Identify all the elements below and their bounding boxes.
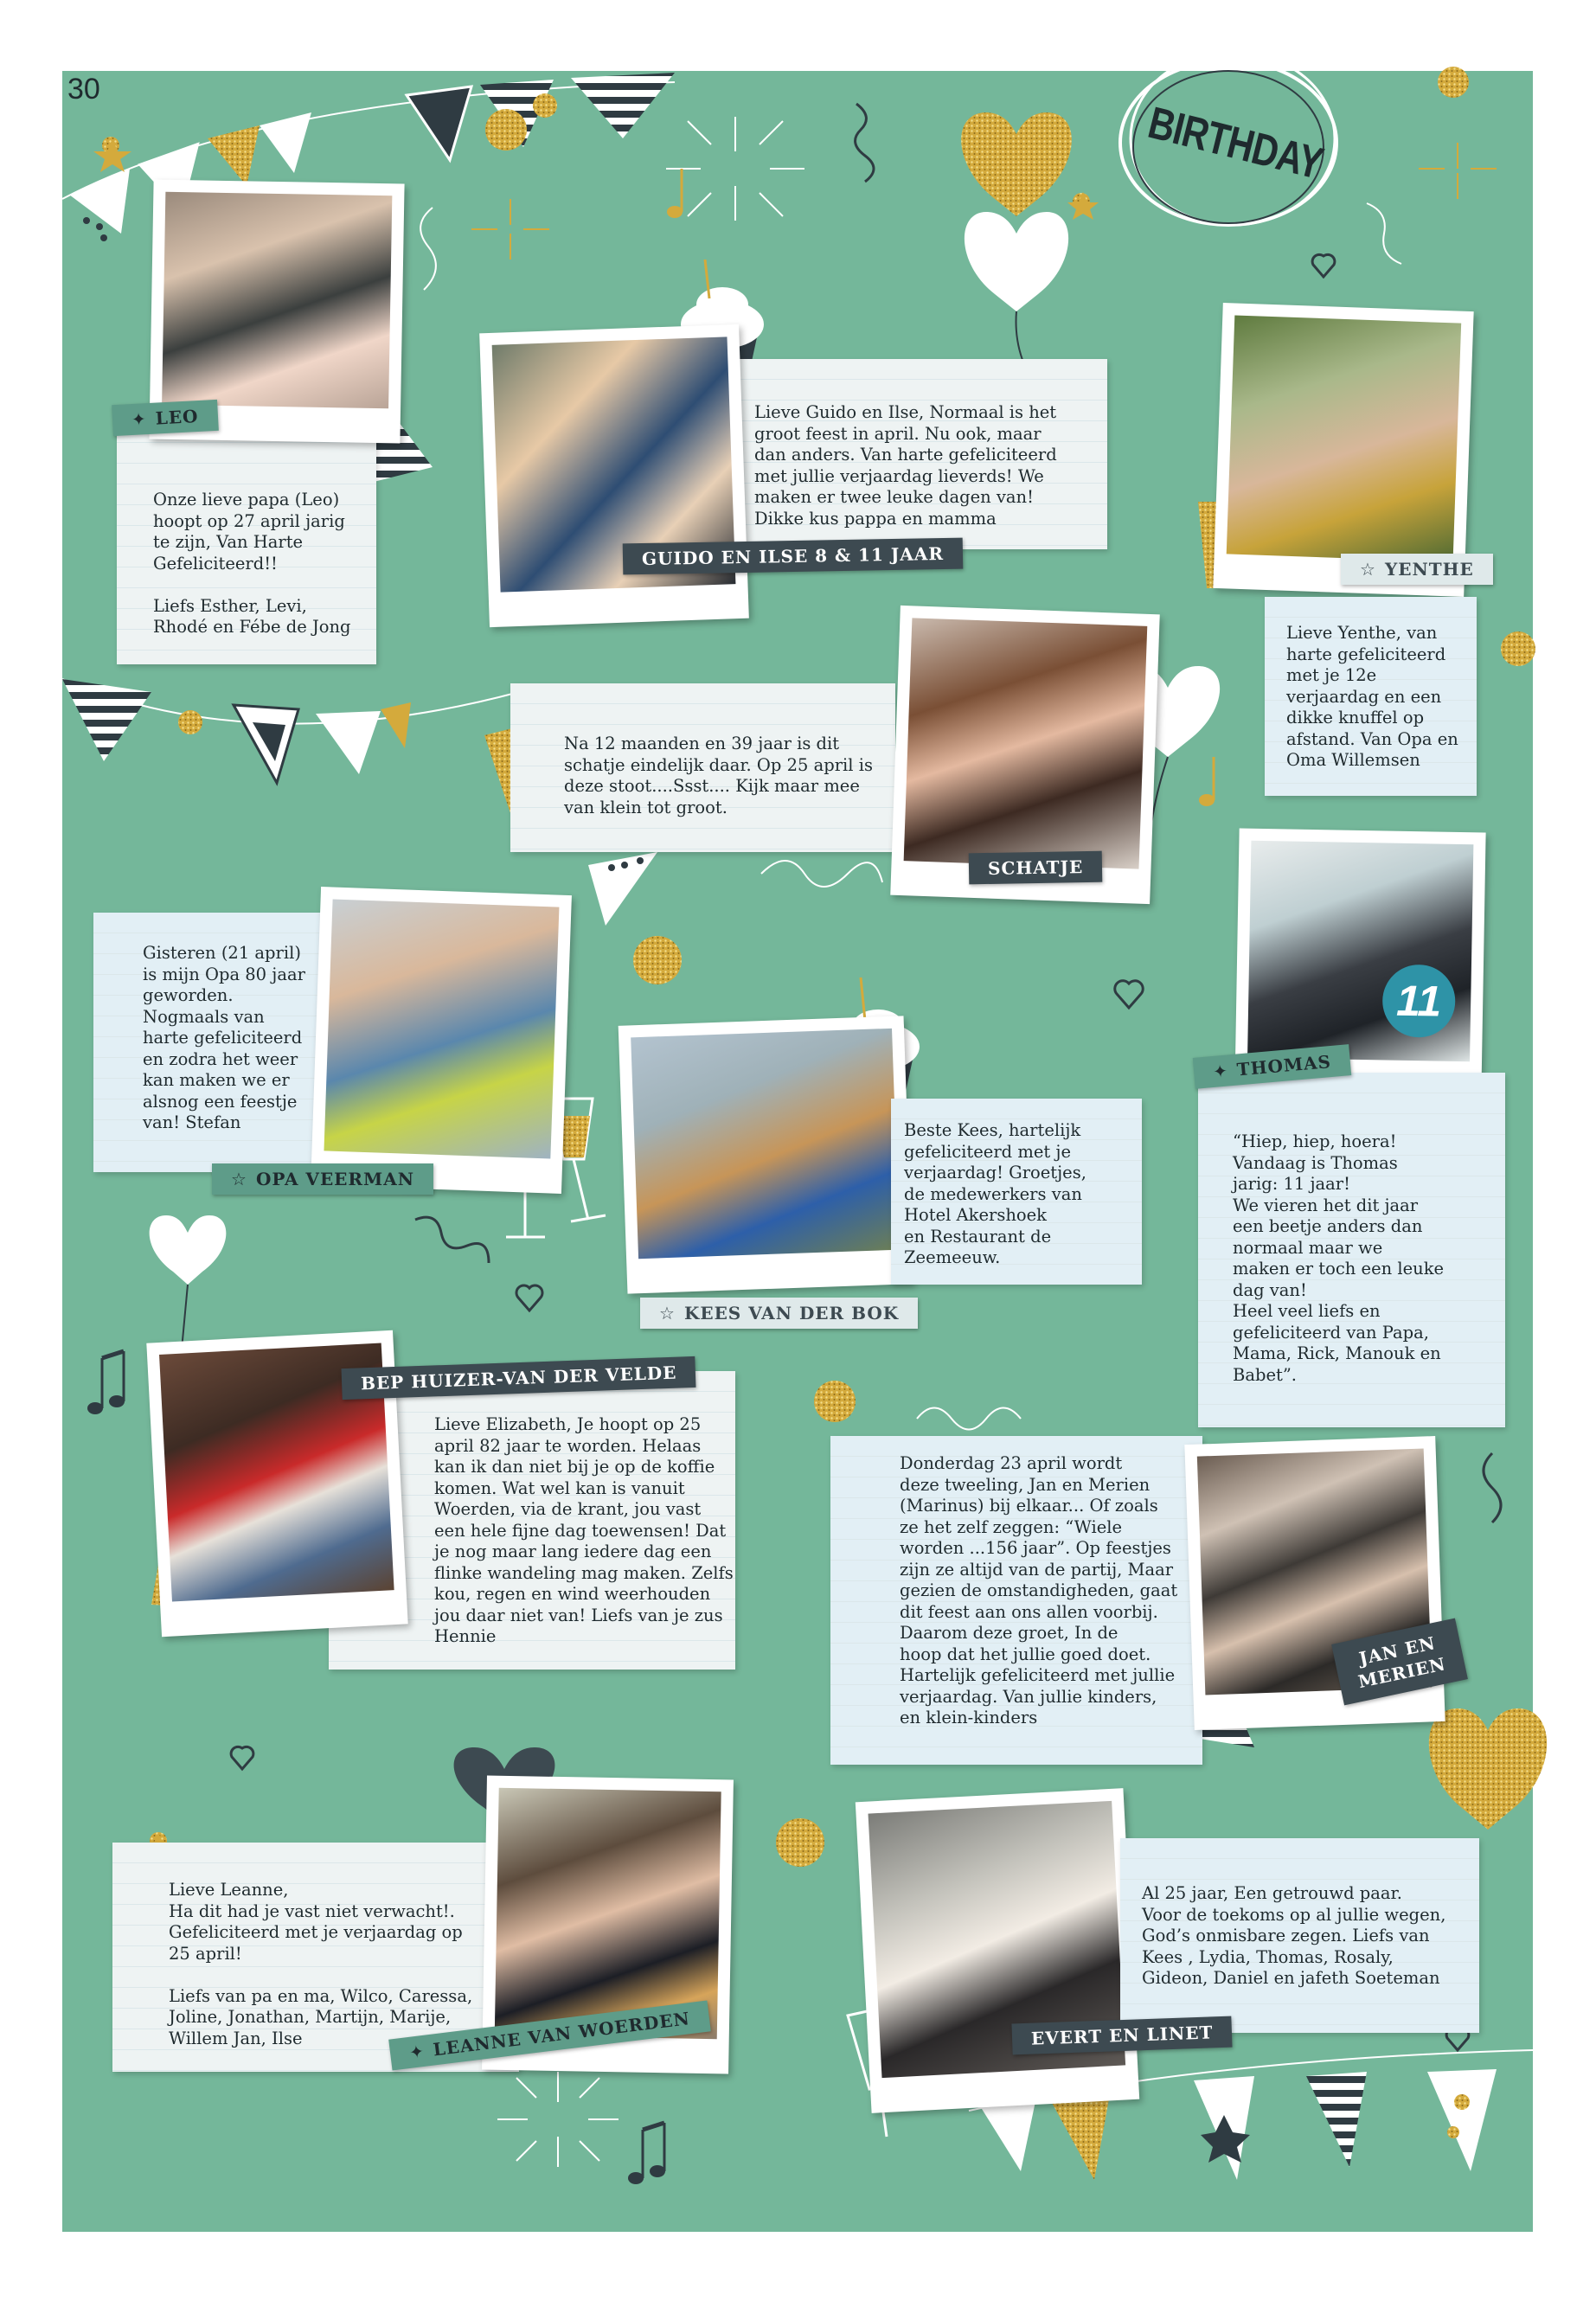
label-opa-veerman: ☆ OPA VEERMAN	[212, 1163, 433, 1195]
label-jan-merien: JAN EN MERIEN	[1331, 1618, 1468, 1706]
message-text: Onze lieve papa (Leo) hoopt op 27 april jarig te zijn, Van Harte Gefeliciteerd!! Liefs Esther, Levi, Rhodé en Fébe de Jong	[153, 490, 351, 637]
photo-image	[1227, 316, 1461, 562]
message-card-kees	[891, 1099, 1142, 1285]
message-text: Lieve Leanne, Ha dit had je vast niet verwacht!. Gefeliciteerd met je verjaardag op 25 april! Liefs van pa en ma, Wilco, Caressa, Joline, Jonathan, Martijn, Marije, Willem Jan, Ilse	[169, 1880, 473, 2048]
label-guido-ilse: GUIDO EN ILSE 8 & 11 JAAR	[623, 538, 964, 575]
label-schatje: SCHATJE	[969, 851, 1103, 885]
message-card-leo	[117, 422, 376, 664]
photo-evert-linet	[856, 1788, 1139, 2113]
heart-balloon-icon	[150, 1215, 227, 1349]
message-card-opa-veerman	[93, 913, 336, 1172]
label-leo: ✦ LEO	[112, 400, 218, 436]
message-card-schatje	[510, 683, 895, 852]
message-text: Lieve Yenthe, van harte gefeliciteerd met je 12e verjaardag en een dikke knuffel op afstand. Van Opa en Oma Willemsen	[1286, 623, 1458, 770]
photo-guido-ilse	[479, 324, 749, 627]
page-title: BIRTHDAY	[1143, 97, 1328, 189]
message-text: Lieve Guido en Ilse, Normaal is het groot feest in april. Nu ook, maar dan anders. Van harte gefeliciteerd met jullie verjaardag lieverds! We maken er twee leuke dagen van! Dikke kus pappa en mamma	[754, 402, 1057, 529]
message-card-guido-ilse	[727, 359, 1107, 549]
label-leanne: ✦ LEANNE VAN WOERDEN	[388, 2001, 710, 2071]
photo-image	[162, 192, 392, 409]
message-text: Donderdag 23 april wordt deze tweeling, Jan en Merien (Marinus) bij elkaar... Of zoals ze het zelf zeggen: “Wiele worden ...156 jaar”. Op feestjes zijn ze altijd van de partij, Maar gezien de omstandigheden, gaat dit feest aan ons allen voorbij. Daarom deze groet, In de hoop dat het jullie goed doet. Hartelijk gefeliciteerd met jullie verjaardag. Van jullie kinders, en klein-kinders	[900, 1453, 1178, 1727]
page-number: 30	[67, 73, 100, 106]
label-thomas: ✦ THOMAS	[1193, 1044, 1352, 1089]
label-evert-linet: EVERT EN LINET	[1011, 2016, 1233, 2055]
label-bep: BEP HUIZER-VAN DER VELDE	[341, 1356, 695, 1400]
gold-heart-icon	[961, 112, 1072, 216]
photo-yenthe	[1213, 303, 1473, 597]
message-card-jan-merien	[830, 1436, 1202, 1765]
photo-opa-veerman	[311, 887, 572, 1194]
photo-image	[1247, 841, 1473, 1061]
photo-kees	[619, 1016, 913, 1293]
photo-image	[904, 618, 1148, 868]
message-card-yenthe	[1265, 597, 1477, 796]
photo-image	[631, 1029, 900, 1259]
message-text: “Hiep, hiep, hoera! Vandaag is Thomas jarig: 11 jaar! We vieren het dit jaar een beetje anders dan normaal maar we maken er toch een leuke dag van! Heel veel liefs en gefeliciteerd van Papa, Mama, Rick, Manouk en Babet”.	[1233, 1131, 1445, 1385]
age-badge: 11	[1382, 964, 1456, 1037]
message-text: Na 12 maanden en 39 jaar is dit schatje eindelijk daar. Op 25 april is deze stoot....Ssst.... Kijk maar mee van klein tot groot.	[564, 734, 873, 817]
label-kees: ☆ KEES VAN DER BOK	[640, 1298, 918, 1329]
message-text: Beste Kees, hartelijk gefeliciteerd met je verjaardag! Groetjes, de medewerkers van Hotel Akershoek en Restaurant de Zeemeeuw.	[904, 1120, 1086, 1267]
photo-image	[324, 900, 559, 1159]
message-card-thomas	[1198, 1073, 1505, 1427]
message-text: Gisteren (21 april) is mijn Opa 80 jaar geworden. Nogmaals van harte gefeliciteerd en zodra het weer kan maken we er alsnog een feestje van! Stefan	[143, 943, 305, 1132]
message-card-evert-linet	[1120, 1838, 1479, 2033]
message-text: Lieve Elizabeth, Je hoopt op 25 april 82 jaar te worden. Helaas kan ik dan niet bij je op de koffie komen. Wat wel kan is vanuit Woerden, via de krant, jou vast een hele fijne dag toewensen! Dat je nog maar lang iedere dag een flinke wandeling mag maken. Zelfs kou, regen en wind weerhouden jou daar niet van! Liefs van je zus Hennie	[434, 1414, 734, 1646]
message-text: Al 25 jaar, Een getrouwd paar. Voor de toekoms op al jullie wegen, God’s onmisbare zegen. Liefs van Kees , Lydia, Thomas, Rosaly, Gideon, Daniel en jafeth Soeteman	[1142, 1883, 1446, 1988]
gold-heart-icon	[1429, 1708, 1547, 1830]
photo-image	[495, 1788, 721, 2039]
label-yenthe: ☆ YENTHE	[1341, 554, 1493, 585]
